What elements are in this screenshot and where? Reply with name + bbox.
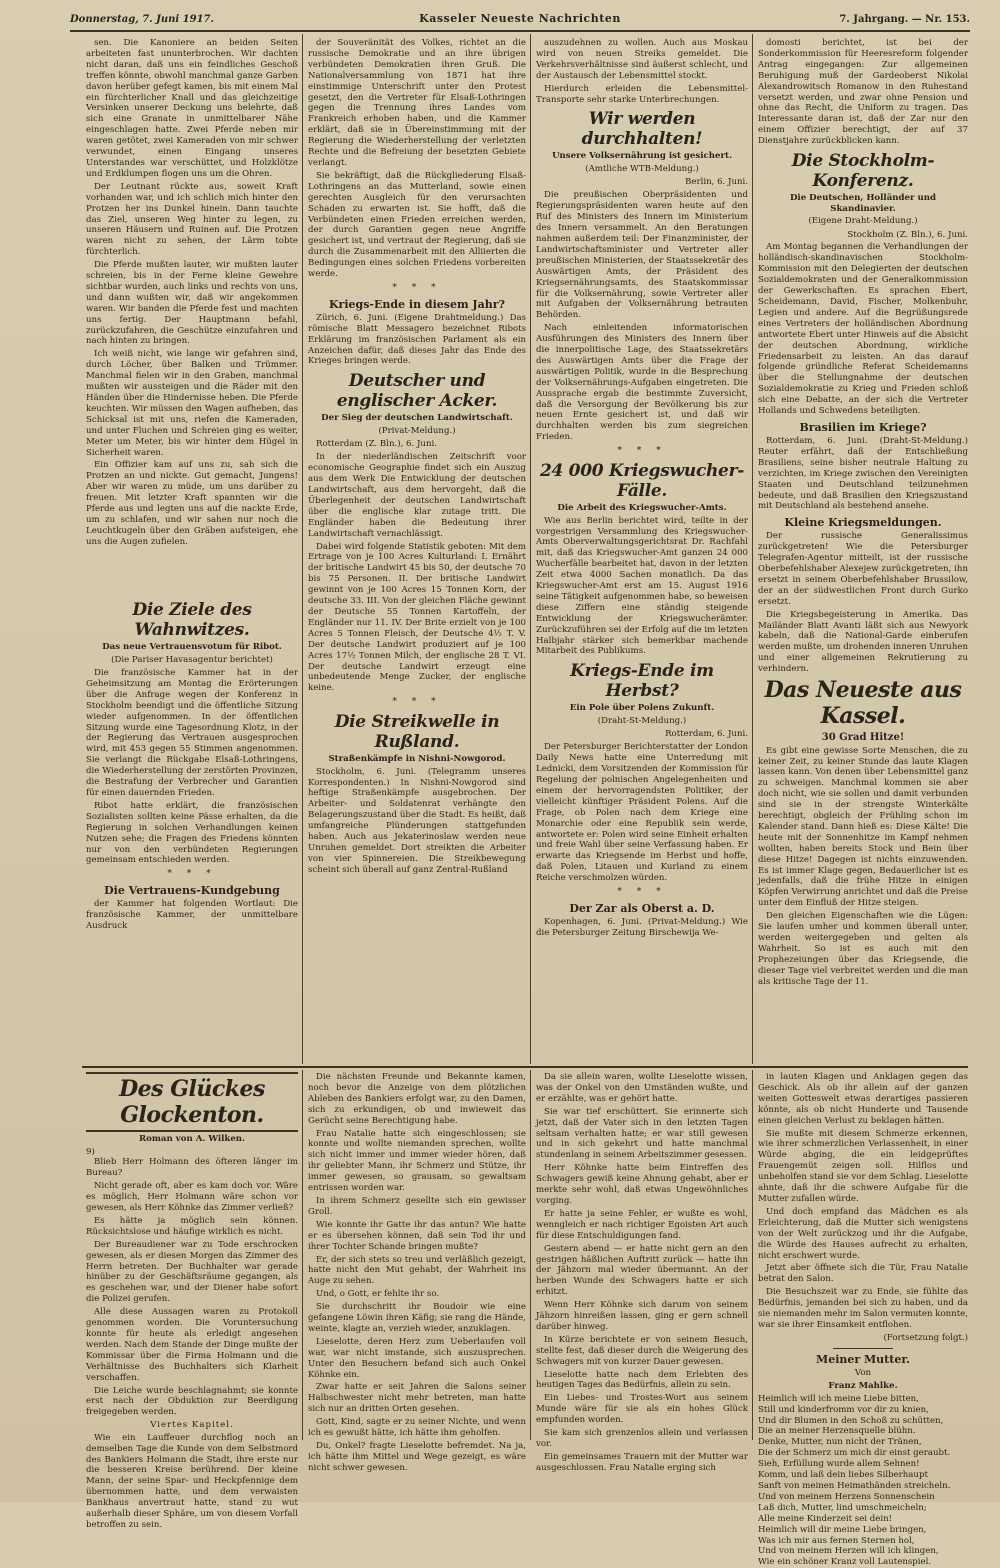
poem-by: Von xyxy=(854,1367,872,1378)
paragraph: Dabei wird folgende Statistik geboten: Mit dem Ertrage von je 100 Acres Kulturland: I. Ernährt der britische Landwirt 45 bis 50, der deutsche 70 bis 75 Personen. II. Der britische Landwirt gewinnt von je 100 Acres 15 Tonnen Korn, der deutsche 33. III. Von der gleichen Fläche gewinnt der Deutsche 55 Tonnen Kartoffeln, der Engländer nur 11. IV. Der Brite erzielt von je 100 Acres 5 Tonnen Fleisch, der Deutsche 4½ T. V. Der deutsche Landwirt produziert auf je 100 Acres 17½ Tonnen Milch, der englische 28 T. VI. Der deutsche Landwirt erzeugt eine unbedeutende Menge Zucker, der englische keine. xyxy=(308,541,526,694)
poem-line: Laß dich, Mutter, lind umschmeicheln; xyxy=(758,1502,927,1513)
paragraph: In ihrem Schmerz gesellte sich ein gewisser Groll. xyxy=(308,1195,526,1217)
paragraph: Die Besuchszeit war zu Ende, sie fühlte das Bedürfnis, jemanden bei sich zu haben, und da sie niemanden mehr im Salon vermuten konnte, war sie ihrer Einsamkeit entflohen. xyxy=(758,1287,968,1330)
paragraph: Rotterdam, 6. Juni. (Draht-St-Meldung.) Reuter erfährt, daß der Entschließung Brasiliens, seine bisher neutrale Haltung zu verzichten, im Kriege zwischen den Vereinigten Staaten und Deutschland teilzunehmen bedeute, und daß Brasilien den Kriegszustand mit Deutschland als bestehend ansehe. xyxy=(758,435,968,512)
dateline-acker: (Privat-Meldung.) xyxy=(378,425,456,436)
column-2 xyxy=(308,38,526,1062)
headline-wucher: 24 000 Kriegswucher-Fälle. xyxy=(540,461,744,502)
subhead-streik: Straßenkämpfe in Nishni-Nowgorod. xyxy=(328,754,506,765)
novel-column-4 xyxy=(758,1072,968,1568)
subhead-acker: Der Sieg der deutschen Landwirtschaft. xyxy=(321,413,513,424)
poem-line: Und dir Blumen in den Schoß zu schütten, xyxy=(758,1415,944,1426)
paragraph: Blieb Herr Holmann des öfteren länger im Bureau? xyxy=(86,1157,298,1179)
paragraph: Lieselotte hatte nach dem Erlebten des heutigen Tages das Bedürfnis, allein zu sein. xyxy=(536,1369,748,1391)
paragraph: Ribot hatte erklärt, die französischen Sozialisten sollten keine Pässe erhalten, da die Regierung in solchen Verhandlungen keinen Nutzen sehe; die Fragen des Friedens könnten nur von den verbündeten Regierungen gemeinsam entschieden werden. xyxy=(86,800,298,866)
paragraph: Kopenhagen, 6. Juni. (Privat-Meldung.) Wie die Petersburger Zeitung Birschewija We- xyxy=(536,916,748,938)
paragraph: Hierdurch erleiden die Lebensmittel-Transporte sehr starke Unterbrechungen. xyxy=(536,83,748,105)
paragraph: Alle diese Aussagen waren zu Protokoll genommen worden. Die Voruntersuchung konnte für heute als erledigt angesehen werden. Nach dem Stande der Dinge mußte der Kommissar über die Firma Holmann und die Verhältnisse des Buchhalters sich Klarheit verschaffen. xyxy=(86,1307,298,1383)
paragraph: Der Petersburger Berichterstatter der London Daily News hatte eine Unterredung mit Lednicki, dem Vorsitzenden der Kommission für Regelung der polnischen Angelegenheiten und einem der hervorragendsten Politiker, der vielleicht künftiger Präsident Polens. Auf die Frage, ob Polen nach dem Kriege eine Monarchie oder eine Republik sein werde, antwortete er: Polen wird seine Einheit erhalten und freie Wahl über seine Verfassung haben. Er erwarte das Kriegsende im Herbst und hoffe, daß Polen, Litauen und Kurland zu einem Reiche verschmolzen würden. xyxy=(536,742,748,884)
paragraph: Rotterdam (Z. Bln.), 6. Juni. xyxy=(316,439,437,450)
paragraph: Frau Natalie hatte sich eingeschlossen; sie konnte und wollte niemanden sprechen, wollte sich nicht immer und immer wieder hören, daß ihr geliebter Mann, ihr Schmerz und Stütze, ihr immer gewesen, so grausam, so gewaltsam entrissen worden war. xyxy=(308,1128,526,1194)
paragraph: Der russische Generalissimus zurückgetreten! Wie die Petersburger Telegrafen-Agentur mitteilt, ist der russische Oberbefehlshaber Alexejew zurückgetreten, ihn ersetzt in seinem Oberbefehlshaber Brussilow, der an der südwestlichen Front durch Gurko ersetzt. xyxy=(758,531,968,607)
paragraph: Den gleichen Eigenschaften wie die Lügen: Sie laufen umher und kommen überall unter, werden weitergegeben und gelten als Wahrheit. So ist es auch mit den Prophezeiungen über das Kriegsende, die dieser Tage viel verbreitet werden und die man als kritische Tage der 11. xyxy=(758,911,968,987)
separator-stars: * * * xyxy=(617,887,667,898)
novel-column-3 xyxy=(536,1072,748,1473)
paragraph: Wie konnte ihr Gatte ihr das antun? Wie hatte er es übersehen können, daß sein Tod ihr und ihrer Tochter Schande bringen mußte? xyxy=(308,1219,526,1252)
paragraph: Sie durchschritt ihr Boudoir wie eine gefangene Löwin ihren Käfig; sie rang die Hände, weinte, klagte an, verzieh wieder, anzuklagen. xyxy=(308,1302,526,1334)
paragraph: Sie kam sich grenzenlos allein und verlassen vor. xyxy=(536,1428,748,1449)
poem-line: Die an meiner Herzensquelle blühn. xyxy=(758,1426,916,1437)
paragraph: sen. Die Kanoniere an beiden Seiten arbeiteten fast ununterbrochen. Wir dachten nicht daran, daß uns ein feindliches Geschoß treffen könnte, obwohl manchmal ganze Garben davon herüber gefegt kamen, bis mit einem Mal ein fürchterlicher Knall und das gleichzeitige Versinken unserer Deckung uns belehrte, daß sich eine Granate in unmittelbarer Nähe eingeschlagen hatte. Zwei Pferde neben mir waren getötet, zwei Kameraden von mir schwer verwundet, einen Eingang unseres Unterstandes war verschüttet, und Holzklötze und Erdklumpen flogen uns um die Ohren. xyxy=(86,38,298,179)
paragraph: Sie war tief erschüttert. Sie erinnerte sich jetzt, daß der Vater sich in den letzten Tagen seltsam verhalten hatte; er war still gewesen und in sich gekehrt und hatte manchmal stundenlang in seinem Arbeitszimmer gesessen. xyxy=(536,1106,748,1161)
paragraph: der Souveränität des Volkes, richtet an die russische Demokratie und an ihre übrigen verbündeten Demokratien ihren Gruß. Die Nationalversammlung von 1871 hat ihre einstimmige Unterschrift unter den Protest gesetzt, den die Vertreter für Elsaß-Lothringen gegen die Trennung ihres Landes vom Frankreich erhoben haben, und die Kammer erklärt, daß sie in Übereinstimmung mit der Regierung die Wiederherstellung der verletzten Rechte und die Befreiung der besetzten Gebiete verlangt. xyxy=(308,38,526,168)
masthead-issue: 7. Jahrgang. — Nr. 153. xyxy=(839,14,970,25)
chapter-heading: Viertes Kapitel. xyxy=(150,1420,234,1431)
paragraph: Der Bureaudiener war zu Tode erschrocken gewesen, als er diesen Morgen das Zimmer des Herrn betreten. Der Buchhalter war gerade hinüber zu der Geschäftsräume gegangen, als es geschehen war, und der Diener habe sofort die Polizei gerufen. xyxy=(86,1239,298,1305)
paragraph: Wie aus Berlin berichtet wird, teilte in der vorgestrigen Versammlung des Kriegswucher-Amts Oberverwaltungsgerichtsrat Dr. Rachfahl mit, daß das Kriegswucher-Amt ganzen 24 000 Wucherfälle bearbeitet hat, davon in der letzten Zeit etwa 4000 Sachen monatlich. Da das Kriegswucher-Amt erst am 15. August 1916 seine Tätigkeit aufgenommen habe, so beweisen diese Ziffern eine ständig steigende Entwicklung der Kriegswucherämter. Zurückzuführen sei der Erfolg auf die im letzten Halbjahr stärker sich bemerkbar machende Mitarbeit des Publikums. xyxy=(536,515,748,657)
column-rule xyxy=(302,1070,303,1440)
paragraph: Stockholm, 6. Juni. (Telegramm unseres Korrespondenten.) In Nishni-Nowgorod sind heftige Straßenkämpfe ausgebrochen. Der Arbeiter- und Soldatenrat verhängte den Belagerungszustand über die Stadt. Es heißt, daß umfangreiche Plünderungen stattgefunden haben. Auch aus Jekaterinoslaw werden neue Unruhen gemeldet. Dort streikten die Arbeiter von vier Spinnereien. Die Streikbewegung scheint sich überall auf ganz Zentral-Rußland xyxy=(308,766,526,875)
column-rule xyxy=(752,34,753,1064)
paragraph: Zürich, 6. Juni. (Eigene Drahtmeldung.) Das römische Blatt Messagero bezeichnet Ribots Erklärung im französischen Parlament als ein Anzeichen dafür, daß dieses Jahr das Ende des Krieges bringen werde. xyxy=(308,312,526,367)
headline-kassel: Das Neueste aus Kassel. xyxy=(764,677,962,730)
dateline-herbst: (Draht-St-Meldung.) xyxy=(597,715,687,726)
poem-line: Und von meinem Herzens Sonnenschein xyxy=(758,1491,935,1502)
column-rule xyxy=(530,1070,531,1440)
headline-ziele: Die Ziele des Wahnwitzes. xyxy=(132,600,252,640)
paragraph: Der Leutnant rückte aus, soweit Kraft vorhanden war, und ich schlich mich hinter den Protzen her ins Dunkel hinein. Dann tauchte das Ziel, unseren Weg hinter zu legen, zu unseren Häusern und Ruinen auf. Die Protzen waren nicht zu sehen, der Lärm tobte fürchterlich. xyxy=(86,181,298,258)
paragraph: Und doch empfand das Mädchen es als Erleichterung, daß die Mutter sich wenigstens von der Welt zurückzog und ihr die Aufgabe, die Würde des Hauses aufrecht zu erhalten, nicht erschwert wurde. xyxy=(758,1206,968,1261)
column-4 xyxy=(758,38,968,1062)
novel-title: Des Glückes Glockenton. xyxy=(86,1072,298,1132)
masthead-paper-name: Kasseler Neueste Nachrichten xyxy=(419,12,621,25)
paragraph: Lieselotte, deren Herz zum Ueberlaufen voll war, war nicht imstande, sich auszusprechen. Unter den Besuchern befand sich auch Onkel Köhnke ein. xyxy=(308,1336,526,1380)
paragraph: Zwar hatte er seit Jahren die Salons seiner Halbschwester nicht mehr betreten, man hatte sich nur an dritten Orten gesehen. xyxy=(308,1382,526,1415)
poem-line: Sanft von meinen Heimathänden streicheln. xyxy=(758,1481,951,1491)
separator-stars: * * * xyxy=(167,869,217,880)
masthead xyxy=(70,8,970,32)
paragraph: Die Kriegsbegeisterung in Amerika. Das Mailänder Blatt Avanti läßt sich aus Newyork kabeln, daß die National-Garde einberufen werden mußte, um drohenden inneren Unruhen und einer allgemeinen Rekrutierung zu verhindern. xyxy=(758,609,968,675)
paragraph: domosti berichtet, ist bei der Sonderkommission für Heeresreform folgender Antrag eingegangen: Zur allgemeinen Beruhigung muß der Gardeoberst Nikolai Alexandrowitsch Romanow in den Ruhestand versetzt werden, und zwar ohne Pension und ohne das Recht, die Uniform zu tragen. Das Interessante daran ist, daß der Zar nur den einem Offizier berechtigt, der auf 37 Dienstjahre zurückblicken kann. xyxy=(758,38,968,147)
poem-line: Heimlich will ich meine Liebe bitten, xyxy=(758,1393,919,1404)
novel-author: Roman von A. Wilken. xyxy=(138,1134,246,1144)
paragraph: Ein Liebes- und Trostes-Wort aus seinem Munde wäre für sie als ein hohes Glück empfunden worden. xyxy=(536,1393,748,1426)
column-rule xyxy=(302,34,303,1064)
novel-column-1 xyxy=(86,1072,298,1530)
paragraph: Die nächsten Freunde und Bekannte kamen, noch bevor die Anzeige von dem plötzlichen Ableben des Bankiers erfolgt war, zu den Damen, sich zu erkundigen, ob und inwieweit das Gerücht seine Berechtigung habe. xyxy=(308,1072,526,1126)
column-1 xyxy=(86,38,298,1062)
subhead-wucher: Die Arbeit des Kriegswucher-Amts. xyxy=(557,503,727,514)
subhead-stockholm: Die Deutschen, Holländer und Skandinavier. xyxy=(789,193,937,214)
separator-stars: * * * xyxy=(617,446,667,457)
paragraph: Am Montag begannen die Verhandlungen der holländisch-skandinavischen Stockholm-Kommission mit den Delegierten der deutschen Sozialdemokraten und der Generalkommission der Gewerkschaften. Es sprachen Ebert, Scheidemann, David, Fischer, Molkenbuhr, Legien und andere. Auf die Begrüßungsrede eines Vertreters der holländischen Abordnung antwortete Ebert unter Hinweis auf die Absicht der deutschen Abordnung, wirkliche Friedensarbeit zu leisten. An das darauf folgende gründliche Referat Scheidemanns über die Stellungnahme der deutschen Sozialdemokratie zu Krieg und Frieden schloß sich eine Debatte, an der sich die Vertreter Hollands und Schwedens beteiligten. xyxy=(758,242,968,417)
paragraph: In der niederländischen Zeitschrift voor economische Geographie findet sich ein Auszug aus dem Werk Die Entwicklung der deutschen Landwirtschaft, aus dem hervorgeht, daß die Überlegenheit der deutschen Landwirtschaft über die englische klar zutage tritt. Die Engländer haben die Bedeutung ihrer Landwirtschaft vernachlässigt. xyxy=(308,452,526,539)
paragraph: Die Leiche wurde beschlagnahmt; sie konnte erst nach der Obduktion zur Beerdigung freigegeben werden. xyxy=(86,1385,298,1418)
poem-line: Und von meinem Herzen will ich klingen, xyxy=(758,1546,939,1557)
poem-line: Die der Schmerz um mich dir einst geraubt. xyxy=(758,1448,951,1459)
paragraph: Die französische Kammer hat in der Geheimsitzung am Montag die Erörterungen über die Anfrage wegen der Konferenz in Stockholm beendigt und die öffentliche Sitzung wieder aufgenommen. In der öffentlichen Sitzung wurde eine Tagesordnung Klotz, in der der Regierung das Vertrauen ausgesprochen wird, mit 453 gegen 55 Stimmen angenommen. Sie verlangt die Rückgabe Elsaß-Lothringens, die Wiederherstellung der zerstörten Provinzen, die Bestrafung der Verbrecher und Garantien für einen dauernden Frieden. xyxy=(86,668,298,798)
paragraph: Er, der sich stets so treu und verläßlich gezeigt, hatte nicht den Mut gehabt, der Wahrheit ins Auge zu sehen. xyxy=(308,1254,526,1287)
column-3 xyxy=(536,38,748,1062)
separator-stars: * * * xyxy=(392,697,442,708)
paragraph: Da sie allein waren, wollte Lieselotte wissen, was der Onkel von den Umständen wußte, und er erzählte, was er gehört hatte. xyxy=(536,1072,748,1104)
paragraph: Gott, Kind, sagte er zu seiner Nichte, und wenn ich es gewußt hätte, ich hätte ihm geholfen. xyxy=(308,1417,526,1439)
subhead-ziele: Das neue Vertrauensvotum für Ribot. xyxy=(102,642,282,652)
poem-title: Meiner Mutter. xyxy=(816,1352,910,1366)
paragraph: In Kürze berichtete er von seinem Besuch, stellte fest, daß dieser durch die Weigerung des Schwagers mit von kurzer Dauer gewesen. xyxy=(536,1334,748,1367)
paragraph: Stockholm (Z. Bln.), 6. Juni. xyxy=(847,229,968,240)
novel-part-number: 9) xyxy=(86,1146,95,1157)
article-front-report xyxy=(86,38,298,548)
subhead-herbst: Ein Pole über Polens Zukunft. xyxy=(569,703,715,714)
poem-line: Heimlich will dir meine Liebe bringen, xyxy=(758,1524,927,1535)
paragraph: Jetzt aber öffnete sich die Tür, Frau Natalie betrat den Salon. xyxy=(758,1263,968,1285)
headline-stockholm: Die Stockholm-Konferenz. xyxy=(791,151,935,192)
headline-kriegsmeldungen: Kleine Kriegsmeldungen. xyxy=(784,516,942,530)
headline-durchhalten: Wir werden durchhalten! xyxy=(581,109,703,150)
paragraph: Rotterdam, 6. Juni. xyxy=(665,729,748,740)
paragraph: Ich weiß nicht, wie lange wir gefahren sind, durch Löcher, über Balken und Trümmer. Manchmal fielen wir in den Graben, manchmal mußten wir aussteigen und die Räder mit den Händen über die Hindernisse heben. Die Pferde keuchten. Wir müssen den Wagen aufheben, das Schicksal ist mit uns, riefen die Kameraden, und unter Fluchen und Schreien ging es weiter, Meter um Meter, bis wir hinter dem Hügel in Sicherheit waren. xyxy=(86,349,298,458)
paragraph: in lauten Klagen und Anklagen gegen das Geschick. Als ob ihr allein auf der ganzen weiten Gotteswelt etwas derartiges passieren könnte, als ob nicht Hunderte und Tausende einen gleichen Verlust zu beklagen hätten. xyxy=(758,1072,968,1126)
poem-author: Franz Mahlke. xyxy=(828,1381,898,1392)
paragraph: Und, o Gott, er fehlte ihr so. xyxy=(316,1289,440,1300)
dateline-stockholm: (Eigene Draht-Meldung.) xyxy=(808,216,918,227)
poem-line: Sieh, Erfüllung wurde allem Sehnen! xyxy=(758,1459,920,1470)
poem-line: Still und kinderfromm vor dir zu knien, xyxy=(758,1404,929,1415)
headline-zar: Der Zar als Oberst a. D. xyxy=(569,901,715,915)
paragraph: Du, Onkel? fragte Lieselotte befremdet. Na ja, ich hätte ihm Mittel und Wege gezeigt, es wäre nicht schwer gewesen. xyxy=(308,1441,526,1473)
paragraph: Herr Köhnke hatte beim Eintreffen des Schwagers gewiß keine Ahnung gehabt, aber er merkte sehr wohl, daß etwas Ungewöhnliches vorging. xyxy=(536,1163,748,1206)
paragraph: der Kammer hat folgenden Wortlaut: Die französische Kammer, der unmittelbare Ausdruck xyxy=(86,899,298,932)
paragraph: Sie bekräftigt, daß die Rückgliederung Elsaß-Lothringens an das Mutterland, sowie einen gerechten Ausgleich für den verursachten Schaden zu erwarten ist. Sie hofft, daß die Verbündeten einen Frieden erreichen werden, der durch Garantien gegen neue Angriffe gesichert ist, und vertraut der Regierung, daß sie durch die Zusammenarbeit mit den Alliierten die Bedingungen eines solchen Friedens vorbereiten werde. xyxy=(308,170,526,280)
dateline-durchhalten: (Amtliche WTB-Meldung.) xyxy=(585,163,699,174)
poem-line: Wie ein schöner Kranz voll Lautenspiel. xyxy=(758,1557,932,1568)
paragraph: Die Pferde mußten lauter, wir mußten lauter schreien, bis in der Ferne kleine Gewehre sichtbar wurden, auch links und rechts von uns, und dann wußten wir, daß wir angekommen waren. Wir banden die Pferde fest und machten uns fertig. Der Hauptmann befahl, zurückzufahren, die Geschütze einzufahren und nach hinten zu bringen. xyxy=(86,260,298,347)
poem-line: Alle meine Kinderzeit sei dein! xyxy=(758,1513,893,1524)
paragraph: Wenn Herr Köhnke sich darum von seinem Jähzorn hinreißen lassen, ging er gern schnell darüber hinweg. xyxy=(536,1300,748,1332)
continuation-note: (Fortsetzung folgt.) xyxy=(883,1332,968,1343)
headline-streik: Die Streikwelle in Rußland. xyxy=(334,712,500,753)
headline-kriegsende: Kriegs-Ende in diesem Jahr? xyxy=(329,297,505,311)
poem-line: Denke, Mutter, nun nicht der Tränen, xyxy=(758,1437,922,1448)
headline-acker: Deutscher und englischer Acker. xyxy=(336,371,498,412)
poem-line: Was ich mir aus fernen Sternen hol, xyxy=(758,1535,915,1546)
novel-column-2 xyxy=(308,1072,526,1473)
subhead-kassel: 30 Grad Hitze! xyxy=(821,732,905,744)
article-ziele xyxy=(86,596,298,934)
paragraph: Es hätte ja möglich sein können. Rücksichtslose und häufige wirklich es nicht. xyxy=(86,1215,298,1237)
poem-line: Komm, und laß dein liebes Silberhaupt xyxy=(758,1470,928,1481)
paragraph: Nicht gerade oft, aber es kam doch vor. Wäre es möglich, Herr Holmann wäre schon vor gewesen, als Herr Köhnke das Zimmer verließ? xyxy=(86,1181,298,1214)
paragraph: Wie ein Lauffeuer durchflog noch an demselben Tage die Kunde von dem Selbstmord des Bankiers Holmann die Stadt, ihre erste nur die besseren Kreise berührend. Der kleine Mann, der seine Spar- und Heckpfennige dem übernommen hatte, und dem verwaisten Bankhaus anvertraut hatte, stand zu wut außerhalb dieser Sphäre, um von diesem Vorfall betroffen zu sein. xyxy=(86,1432,298,1530)
paragraph: Ein gemeinsames Trauern mit der Mutter war ausgeschlossen. Frau Natalie erging sich xyxy=(536,1451,748,1473)
poem-body xyxy=(758,1394,968,1568)
section-divider xyxy=(82,1066,968,1068)
paragraph: Berlin, 6. Juni. xyxy=(685,177,748,188)
subhead-durchhalten: Unsere Volksernährung ist gesichert. xyxy=(552,151,732,162)
paragraph: Nach einleitenden informatorischen Ausführungen des Ministers des Innern über die innerpolitische Lage, des Staatssekretärs des Auswärtigen Amts über die Frage der auswärtigen Politik, wurde in die Besprechung der Volksernährungs-Aufgaben eingetreten. Die Aussprache ergab die bestimmte Zuversicht, daß die Versorgung der Bevölkerung bis zur neuen Ernte gesichert ist, und daß wir durchhalten werden bis zum siegreichen Frieden. xyxy=(536,323,748,443)
divider xyxy=(833,1348,893,1349)
column-rule xyxy=(752,1070,753,1440)
masthead-date: Donnerstag, 7. Juni 1917. xyxy=(70,14,214,25)
paragraph: Er hatte ja seine Fehler, er wußte es wohl, wenngleich er nach richtiger Egoisten Art auch für diese Entschuldigungen fand. xyxy=(536,1208,748,1241)
headline-herbst: Kriegs-Ende im Herbst? xyxy=(570,661,714,702)
paragraph: Die preußischen Oberpräsidenten und Regierungspräsidenten waren heute auf den Ruf des Ministers des Innern im Ministerium des Innern versammelt. An den Beratungen nahmen außerdem teil: Der Finanzminister, der Landwirtschaftsminister und Vertreter aller preußischen Ministerien, der Staatssekretär des Auswärtigen Amts, der Präsident des Kriegsernährungsamts, des Staatskommissar für die Volksernährung, sowie Vertreter aller mit Aufgaben der Volksernährung betrauten Behörden. xyxy=(536,190,748,321)
headline-brasilien: Brasilien im Kriege? xyxy=(799,420,927,434)
separator-stars: * * * xyxy=(392,282,442,293)
paragraph: Sie mußte mit diesem Schmerze erkennen, wie ihrer schmerzlichen Verlassenheit, in einer Würde abging, die ein leidgeprüftes Frauengemüt zeigen soll. Hilflos und unbeholfen stand sie vor dem Schlag. Lieselotte ahnte, daß ihr die schwere Aufgabe für die Mutter zufallen würde. xyxy=(758,1128,968,1204)
paragraph: Gestern abend — er hatte nicht gern an den gestrigen häßlichen Auftritt zurück — hatte ihn der Jähzorn mal wieder übermannt. An der herben Wunde des Schwagers hatte er sich erhitzt. xyxy=(536,1243,748,1298)
paragraph: Ein Offizier kam auf uns zu, sah sich die Protzen an und nickte. Gut gemacht, Jungens! Aber wir waren zu müde, um uns darüber zu freuen. Mit letzter Kraft spannten wir die Pferde aus und legten uns auf die nackte Erde, um zu schlafen, und wir sahen nur noch die Leuchtkugeln über den Gräben aufsteigen, ehe uns die Augen zufielen. xyxy=(86,460,298,547)
paragraph: Es gibt eine gewisse Sorte Menschen, die zu keiner Zeit, zu keiner Stunde das laute Klagen lassen kann. Von denen über Lebensmittel ganz zu schweigen. Manchmal kommen sie aber doch nicht, wie sie sollen und damit verbunden sind sie in der strengste Winterkälte berechtigt, obgleich der Frühling schon im Kalender stand. Dann hieß es: Diese Kälte! Die heute mit der Sonnenhitze im Kampf nehmen wollten, haben bereits Stock und Bein über diese Hitze! Dagegen ist nichts einzuwenden. Es ist immer Klage gegen, Bedauerlicher ist es jedenfalls, daß die frühe Hitze in einigen Köpfen Verwirrung anrichtet und daß die Preise unter dem Einfluß der Hitze steigen. xyxy=(758,745,968,909)
dateline-ziele: (Die Pariser Havasagentur berichtet) xyxy=(111,654,273,665)
column-rule xyxy=(530,34,531,1064)
paragraph: auszudehnen zu wollen. Auch aus Moskau wird von neuen Streiks gemeldet. Die Verkehrsverhältnisse sind äußerst schlecht, und der Austausch der Lebensmittel stockt. xyxy=(536,38,748,81)
headline-vertrauen: Die Vertrauens-Kundgebung xyxy=(104,884,280,898)
